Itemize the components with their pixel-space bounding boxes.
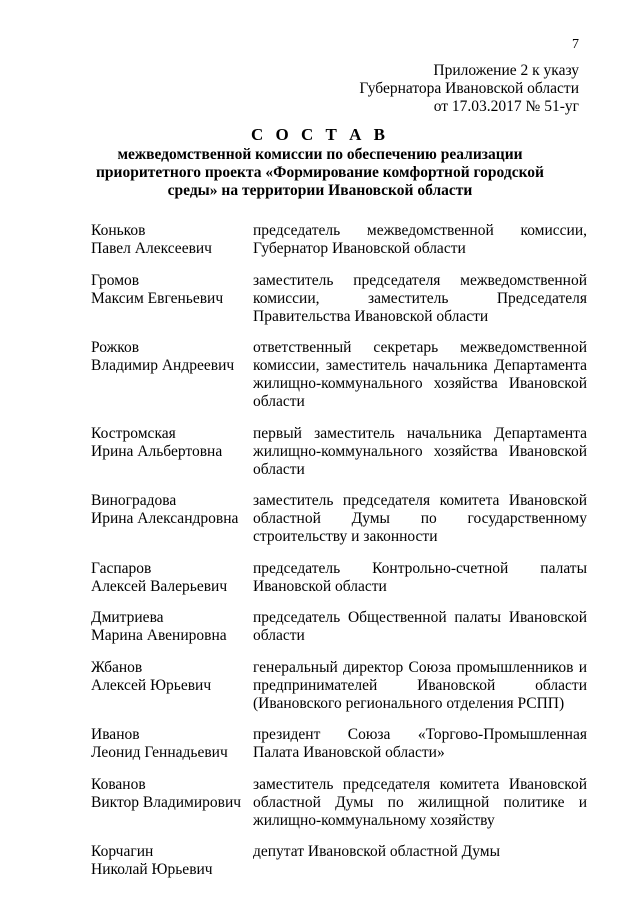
- member-name: [91, 560, 253, 596]
- appendix-line: Губернатора Ивановской области: [359, 80, 579, 97]
- member-entry: [91, 609, 587, 645]
- member-given-names: Владимир Андреевич: [91, 357, 235, 374]
- document-title: С О С Т А В: [251, 125, 389, 144]
- member-name: [91, 222, 253, 258]
- member-entry: [91, 843, 587, 879]
- appendix-line: Приложение 2 к указу: [433, 62, 579, 79]
- member-position: заместитель председателя комитета Ивановской областной Думы по государственному строительству и законности: [253, 492, 587, 545]
- page-number: 7: [572, 37, 579, 52]
- member-position: генеральный директор Союза промышленников и предпринимателей Ивановской области (Ивановского регионального отделения РСПП): [253, 658, 587, 712]
- member-given-names: Максим Евгеньевич: [91, 289, 224, 307]
- member-surname: Гаспаров: [91, 559, 152, 577]
- member-position: президент Союза «Торгово-Промышленная Палата Ивановской области»: [253, 726, 587, 761]
- member-position: первый заместитель начальника Департамента жилищно-коммунального хозяйства Ивановской области: [253, 424, 587, 478]
- subtitle-line: межведомственной комиссии по обеспечению реализации: [117, 146, 523, 163]
- member-entry: [91, 339, 587, 411]
- member-given-names: Леонид Геннадьевич: [91, 744, 228, 761]
- member-given-names: Марина Авенировна: [91, 627, 227, 644]
- member-given-names: Алексей Юрьевич: [91, 676, 212, 694]
- member-name: [91, 776, 253, 830]
- member-name: [91, 609, 253, 645]
- subtitle-line: среды» на территории Ивановской области: [167, 182, 473, 199]
- member-surname: Корчагин: [91, 843, 154, 860]
- members-list: [91, 222, 587, 879]
- member-position: председатель Общественной палаты Ивановской области: [253, 609, 587, 644]
- member-given-names: Ирина Александровна: [91, 510, 239, 527]
- member-surname: Иванов: [91, 726, 140, 743]
- member-given-names: Алексей Валерьевич: [91, 577, 228, 595]
- member-surname: Рожков: [91, 339, 140, 356]
- member-entry: [91, 659, 587, 713]
- member-surname: Громов: [91, 271, 140, 289]
- member-surname: Костромская: [91, 424, 176, 442]
- member-position: ответственный секретарь межведомственной комиссии, заместитель начальника Департамента жилищно-коммунального хозяйства Ивановской области: [253, 339, 587, 410]
- member-surname: Жбанов: [91, 658, 143, 676]
- member-given-names: Николай Юрьевич: [91, 861, 213, 878]
- member-entry: [91, 272, 587, 326]
- member-entry: [91, 222, 587, 258]
- member-entry: [91, 776, 587, 830]
- member-given-names: Ирина Альбертовна: [91, 442, 223, 460]
- member-position: депутат Ивановской областной Думы: [253, 843, 500, 860]
- member-position: заместитель председателя комитета Ивановской областной Думы по жилищной политике и жилищно-коммунальному хозяйству: [253, 775, 587, 829]
- member-surname: Дмитриева: [91, 609, 164, 626]
- appendix-note: [359, 62, 579, 116]
- member-surname: Виноградова: [91, 492, 177, 509]
- subtitle-line: приоритетного проекта «Формирование комфортной городской: [96, 164, 544, 181]
- member-name: [91, 659, 253, 713]
- document-heading: [0, 125, 640, 200]
- member-entry: [91, 425, 587, 479]
- member-position: председатель межведомственной комиссии, Губернатор Ивановской области: [253, 222, 587, 257]
- member-position: председатель Контрольно-счетной палаты Ивановской области: [253, 559, 587, 595]
- member-name: [91, 272, 253, 326]
- member-name: [91, 339, 253, 411]
- member-surname: Кованов: [91, 775, 146, 793]
- member-name: [91, 425, 253, 479]
- member-position: заместитель председателя межведомственной комиссии, заместитель Председателя Правительства Ивановской области: [253, 271, 587, 325]
- member-name: [91, 492, 253, 546]
- member-entry: [91, 560, 587, 596]
- member-name: [91, 843, 253, 879]
- member-given-names: Павел Алексеевич: [91, 240, 212, 257]
- member-entry: [91, 492, 587, 546]
- member-given-names: Виктор Владимирович: [91, 793, 242, 811]
- member-entry: [91, 726, 587, 762]
- member-surname: Коньков: [91, 222, 146, 239]
- member-name: [91, 726, 253, 762]
- appendix-line: от 17.03.2017 № 51-уг: [433, 98, 579, 115]
